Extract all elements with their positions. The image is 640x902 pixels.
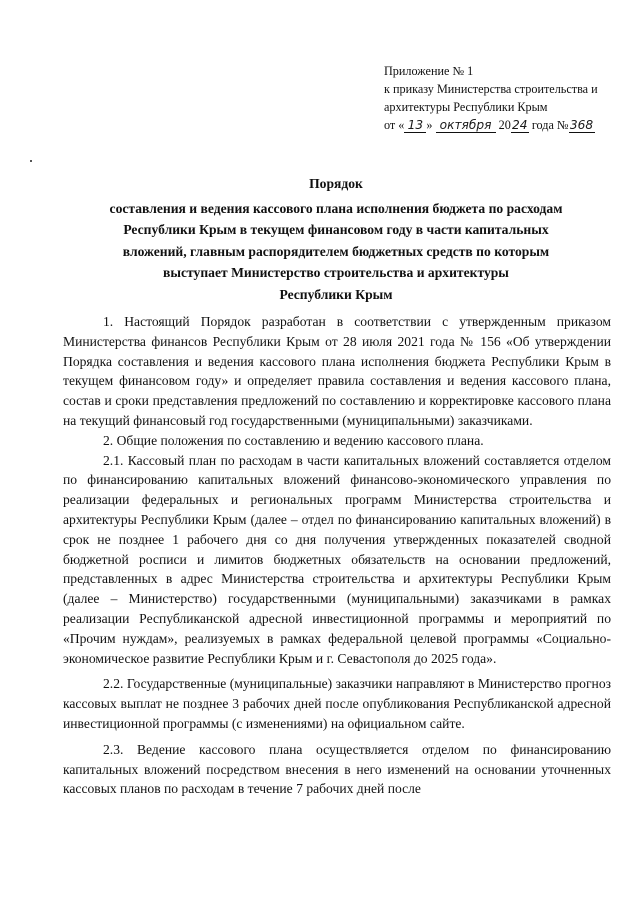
handwritten-number: 368	[569, 118, 594, 132]
year-label: года №	[531, 118, 569, 132]
title-line: вложений, главным распорядителем бюджетных средств по которым	[122, 243, 550, 259]
approval-line-2: к приказу Министерства строительства и	[384, 82, 598, 96]
title-line: выступает Министерство строительства и архитектуры	[163, 265, 509, 281]
handwritten-day: 13	[404, 118, 426, 133]
approval-block	[384, 62, 634, 134]
title-line: Республики Крым в текущем финансовом году в части капитальных	[123, 222, 549, 238]
document-title	[60, 173, 612, 306]
paragraph-1: 1. Настоящий Порядок разработан в соответствии с утвержденным приказом Министерства финансов Республики Крым от 28 июля 2021 года № 156 «Об утверждении Порядка составления и ведения кассового плана исполнения бюджета Республики Крым в текущем финансовом году» и определяет правила составления и ведения кассового плана, состав и сроки представления предложений по составлению и корректировке кассового плана на текущий финансовый год государственными (муниципальными) заказчиками.	[63, 314, 611, 428]
handwritten-year: 24	[512, 118, 528, 132]
from-label: от «	[384, 118, 405, 132]
paragraph-2-1: 2.1. Кассовый план по расходам в части капитальных вложений составляется отделом по финансированию капитальных вложений финансово-экономического управления по реализации федеральных и региональных программ Министерства строительства и архитектуры Республики Крым (далее – отдел по финансированию капитальных вложений) в срок не позднее 1 рабочего дня со дня получения утвержденных показателей сводной бюджетной росписи и лимитов бюджетных обязательств на основании предложений, представленных в адрес Министерства строительства и архитектуры Республики Крым (далее – Министерство) государственными (муниципальными) заказчиками в рамках реализации Республиканской адресной инвестиционной программы и мероприятий по «Прочим нуждам», реализуемых в рамках федеральной целевой программы «Социально-экономическое развитие Республики Крым и г. Севастополя до 2025 года».	[63, 452, 611, 666]
scan-speck	[30, 160, 32, 162]
handwritten-month: октября	[436, 118, 496, 133]
year-prefix: 20	[498, 118, 511, 132]
title-line: составления и ведения кассового плана исполнения бюджета по расходам	[109, 200, 563, 216]
paragraph-2-2: 2.2. Государственные (муниципальные) заказчики направляют в Министерство прогноз кассовых выплат не позднее 3 рабочих дней после опубликования Республиканской адресной инвестиционной программы (с изменениями) на официальном сайте.	[63, 676, 611, 731]
document-body	[63, 312, 611, 799]
title-line: Республики Крым	[279, 286, 393, 302]
paragraph-2-3: 2.3. Ведение кассового плана осуществляется отделом по финансированию капитальных вложений посредством внесения в него изменений на основании уточненных кассовых планов по расходам в течение 7 рабочих дней после	[63, 741, 611, 797]
approval-line-3: архитектуры Республики Крым	[384, 100, 548, 114]
paragraph-2: 2. Общие положения по составлению и ведению кассового плана.	[103, 432, 484, 448]
approval-date-line	[384, 116, 634, 134]
approval-line-1: Приложение № 1	[384, 64, 474, 78]
close-quote: »	[426, 118, 433, 132]
title-heading: Порядок	[309, 176, 363, 191]
